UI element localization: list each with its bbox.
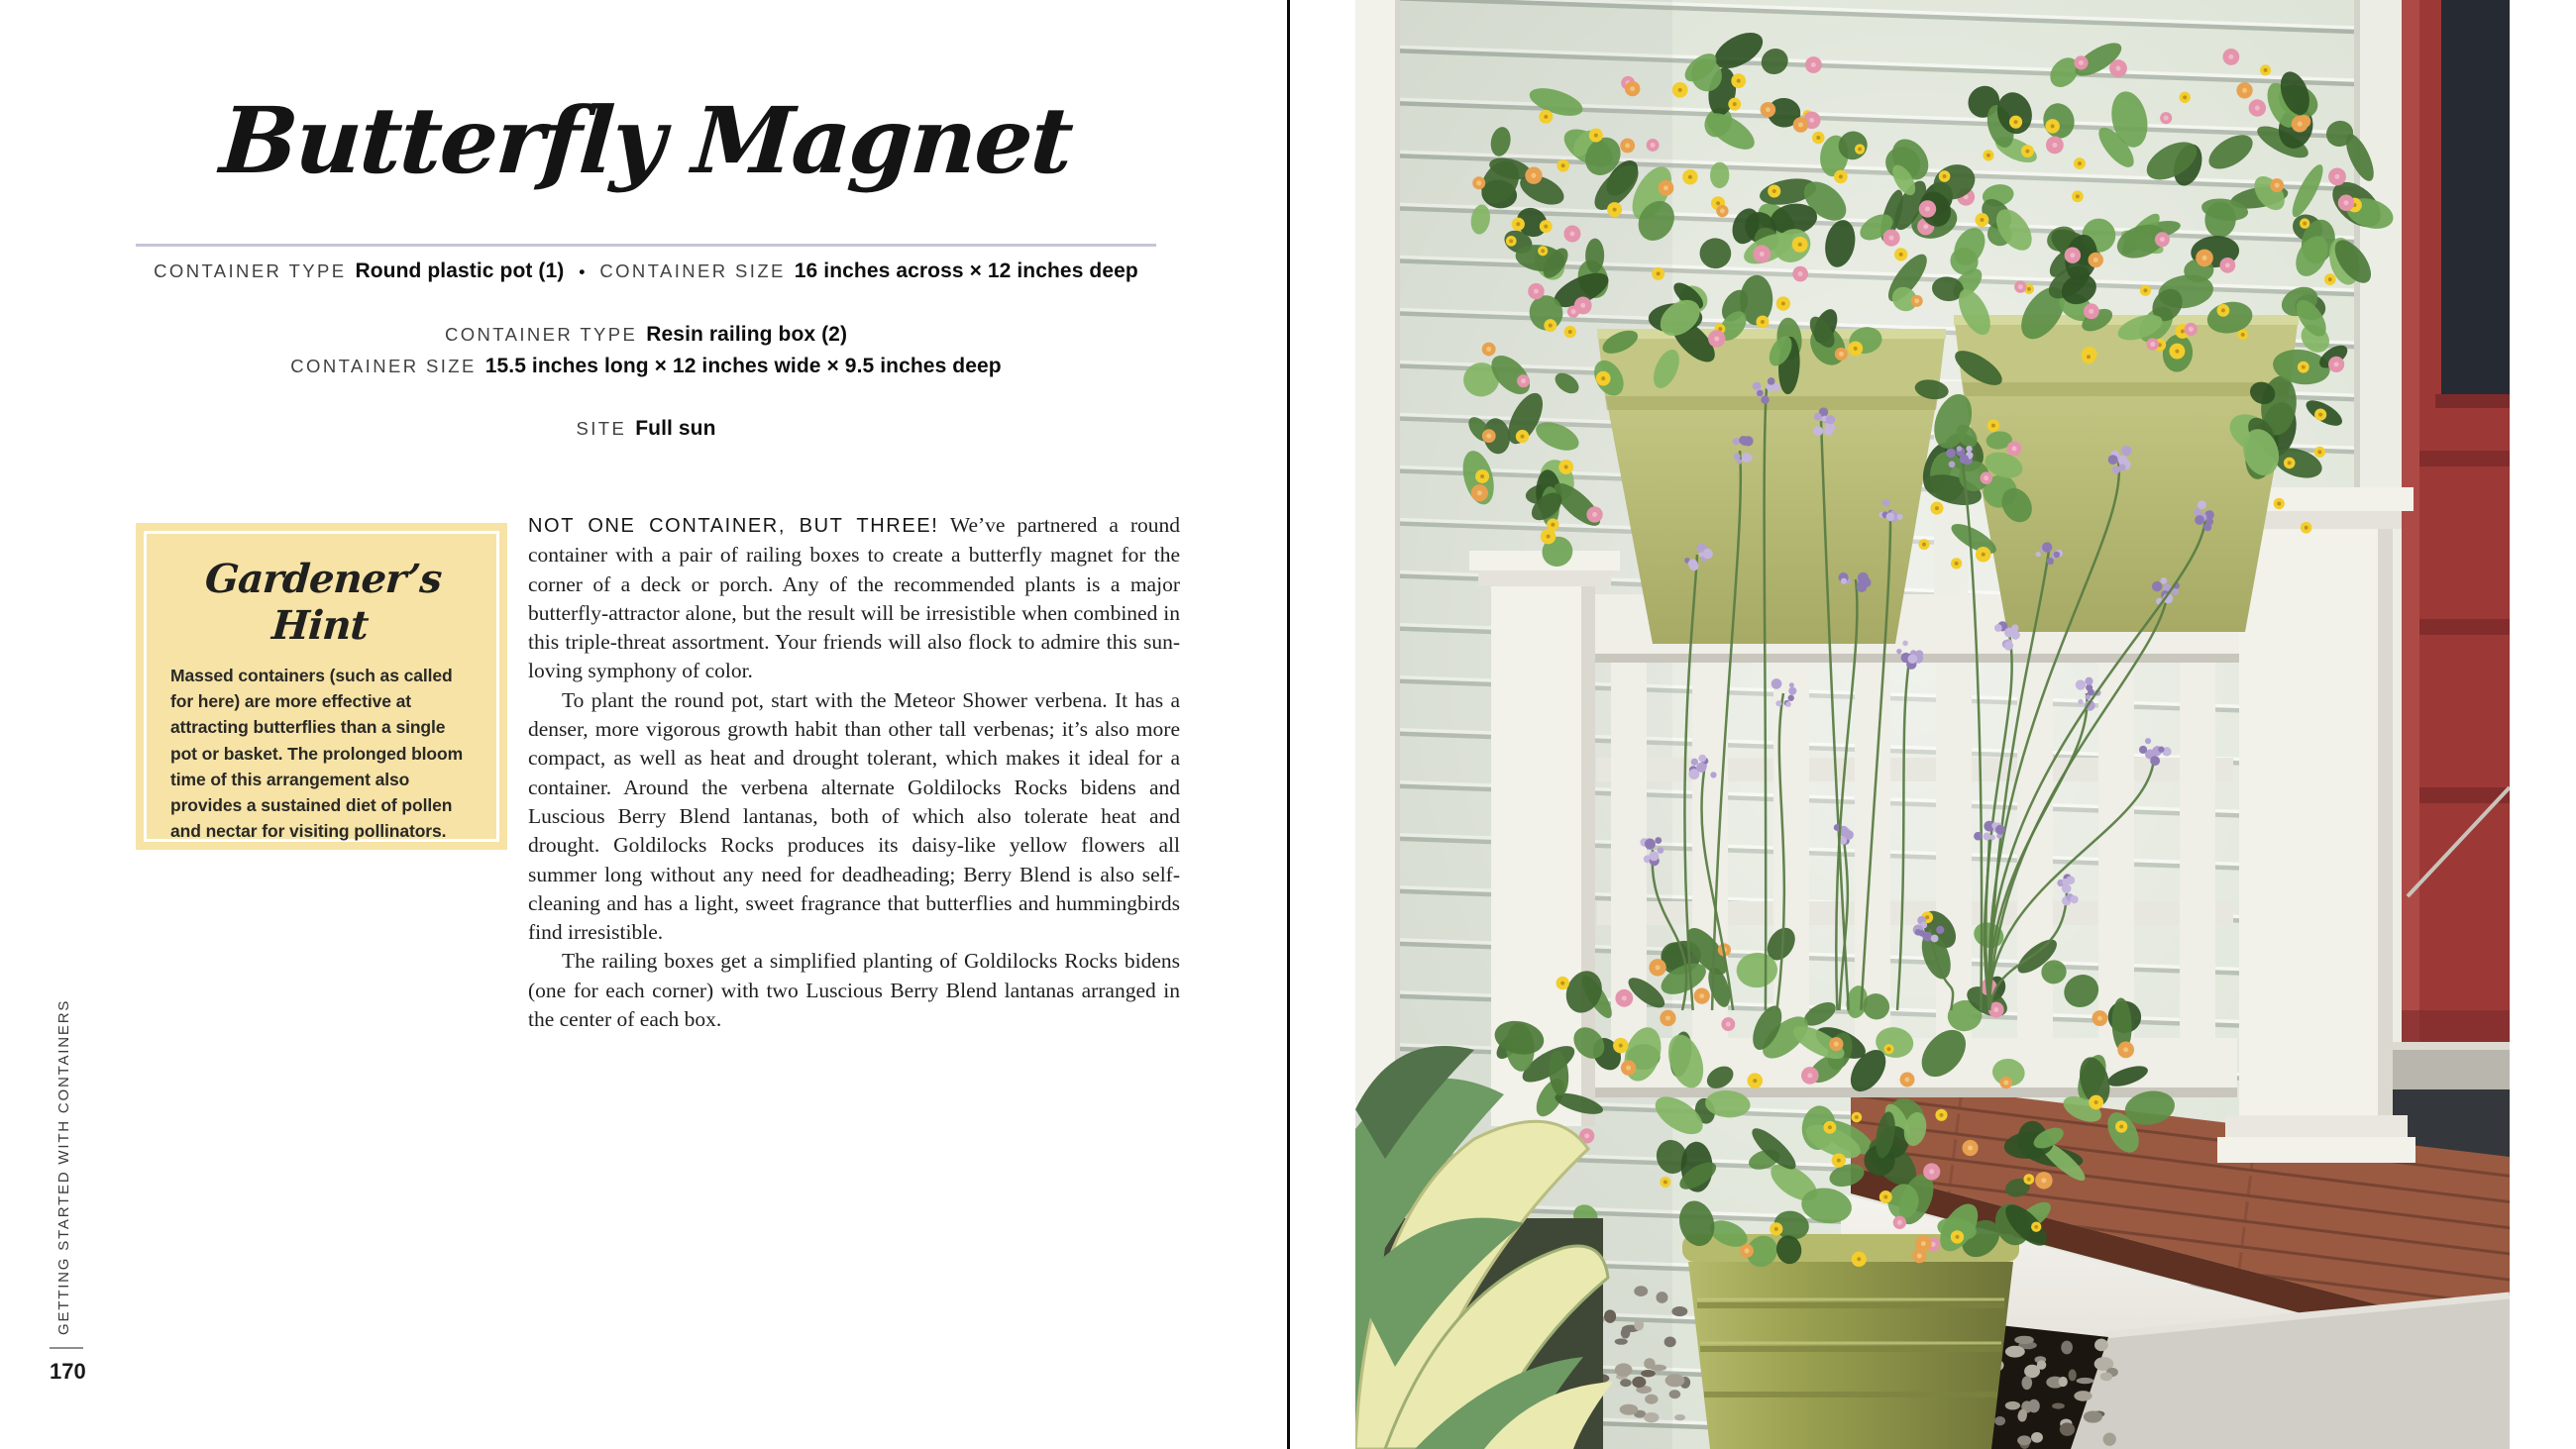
body-text-column [528,511,1180,1034]
front-door [2386,0,2510,1157]
bullet-separator: • [579,262,586,281]
page-number: 170 [50,1359,86,1384]
folio-rule [50,1347,83,1349]
door-window [2441,0,2510,399]
spec-label: CONTAINER TYPE [444,324,638,345]
porch-photo [1355,0,2510,1449]
round-pot [1682,1234,2019,1449]
spec-value: Round plastic pot (1) [355,259,565,282]
spec-row-1 [136,259,1156,283]
spec-value: Full sun [635,417,716,440]
right-page [1290,0,2576,1449]
body-paragraph-3: The railing boxes get a simplified planting of Goldilocks Rocks bidens (one for each corner) with two Luscious Berry Blend lantanas arranged in the center of each box. [528,949,1180,1032]
spec-value: 15.5 inches long × 12 inches wide × 9.5 inches deep [484,355,1002,377]
paragraph-lead-in: NOT ONE CONTAINER, BUT THREE! [528,515,939,537]
spec-label: CONTAINER TYPE [154,260,347,281]
spec-label: CONTAINER SIZE [599,260,786,281]
spec-label: SITE [576,418,627,439]
gardeners-hint-inner [144,531,499,842]
body-paragraph-1 [528,511,1180,686]
title-rule [136,244,1156,247]
gardeners-hint-title: Gardener’s Hint [203,556,443,649]
gardeners-hint-body: Massed containers (such as called for here) are more effective at attracting butterflies than a single pot or basket. The prolonged bloom time of this arrangement also provides a sustained diet of pollen and nectar for visiting pollinators. [170,666,464,842]
spec-value: Resin railing box (2) [646,323,848,346]
gardeners-hint-box [136,523,507,850]
spec-row-3 [136,355,1156,378]
spec-label: CONTAINER SIZE [290,356,477,376]
title-block [136,87,1156,194]
body-paragraph-2: To plant the round pot, start with the Meteor Shower verbena. It has a denser, more vigorous growth habit than other tall verbenas; it’s also more compact, as well as heat and drought tolerant, which makes it ideal for a container. Around the verbena alternate Goldilocks Rocks bidens and Luscious Berry Blend lantanas, both of which also tolerate heat and drought. Goldilocks Rocks produces its daisy-like yellow flowers all summer long without any need for deadheading; Berry Blend is also self-cleaning and has a light, sweet fragrance that butterflies and hummingbirds find irresistible. [528,687,1180,945]
spec-row-2 [136,323,1156,347]
corner-trim [1355,0,1400,1109]
chapter-sidebar-label: GETTING STARTED WITH CONTAINERS [55,998,72,1335]
spec-row-site [136,417,1156,441]
page-title: Butterfly Magnet [217,87,1075,194]
spec-value: 16 inches across × 12 inches deep [794,259,1138,282]
paragraph-1-text: We’ve partnered a round container with a pair of railing boxes to create a butterfly magnet for the corner of a deck or porch. Any of the recommended plants is a major butterfly-attractor alone, but the result will be irresistible when combined in this triple-threat assortment. Your friends will also flock to admire this sun-loving symphony of color. [528,513,1180,683]
railing-box-left [1597,329,1946,644]
